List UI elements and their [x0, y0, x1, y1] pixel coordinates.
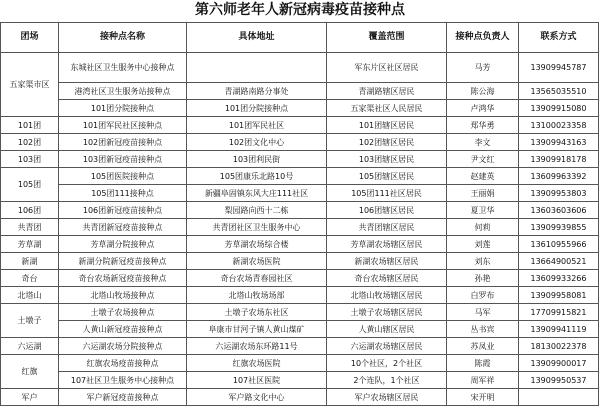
area-cell: 106团辖区居民	[327, 202, 447, 219]
area-cell: 105团辖区居民	[327, 168, 447, 185]
phone-cell: 13603603606	[519, 202, 599, 219]
group-label: 新湖	[1, 253, 59, 270]
manager-cell: 宋开明	[447, 389, 519, 406]
table-row	[1, 168, 599, 185]
group-label: 芳草湖	[1, 236, 59, 253]
area-cell: 新湖农场辖区居民	[327, 253, 447, 270]
header-unit: 团场	[1, 23, 59, 53]
group-label: 六运湖	[1, 338, 59, 355]
manager-cell: 马芳	[447, 53, 519, 83]
manager-cell: 陈公海	[447, 83, 519, 100]
table-row	[1, 117, 599, 134]
phone-cell: 13909915080	[519, 100, 599, 117]
phone-cell: 13610955966	[519, 236, 599, 253]
area-cell: 奇台农场辖区居民	[327, 270, 447, 287]
site-name-cell: 106团新冠疫苗接种点	[59, 202, 187, 219]
site-name-cell: 103团新冠疫苗接种点	[59, 151, 187, 168]
site-name-cell: 101团军民社区接种点	[59, 117, 187, 134]
site-name-cell: 102团新冠疫苗接种点	[59, 134, 187, 151]
phone-cell: 13909941119	[519, 321, 599, 338]
site-name-cell: 六运湖农场分院接种点	[59, 338, 187, 355]
address-cell: 新疆阜固镇东风大庄111社区	[187, 185, 327, 202]
phone-cell: 13909958081	[519, 287, 599, 304]
group-label: 103团	[1, 151, 59, 168]
manager-cell: 卢鸿华	[447, 100, 519, 117]
manager-cell: 马军	[447, 304, 519, 321]
header-address: 具体地址	[187, 23, 327, 53]
phone-cell: 13609963392	[519, 168, 599, 185]
address-cell: 红旗农场医院	[187, 355, 327, 372]
site-name-cell: 105团医院接种点	[59, 168, 187, 185]
phone-cell: 13909900017	[519, 355, 599, 372]
table-row	[1, 236, 599, 253]
address-cell: 奇台农场青春园社区	[187, 270, 327, 287]
area-cell: 10个社区，2个社区	[327, 355, 447, 372]
address-cell: 102团文化中心	[187, 134, 327, 151]
table-row	[1, 270, 599, 287]
site-name-cell: 东城社区卫生服务中心接种点	[59, 53, 187, 83]
manager-cell: 刘东	[447, 253, 519, 270]
manager-cell: 刘莲	[447, 236, 519, 253]
phone-cell: 13909950537	[519, 372, 599, 389]
phone-cell: 18130022378	[519, 338, 599, 355]
manager-cell: 孙艳	[447, 270, 519, 287]
phone-cell	[519, 389, 599, 406]
area-cell: 军东片区社区居民	[327, 53, 447, 83]
phone-cell: 13609933266	[519, 270, 599, 287]
site-name-cell: 共青团新冠疫苗接种点	[59, 219, 187, 236]
manager-cell: 丛书宾	[447, 321, 519, 338]
manager-cell: 苏凤业	[447, 338, 519, 355]
site-name-cell: 芳草湖分院接种点	[59, 236, 187, 253]
address-cell: 新湖农场医院	[187, 253, 327, 270]
address-cell: 103团利民街	[187, 151, 327, 168]
group-label: 共青团	[1, 219, 59, 236]
phone-cell: 13909943163	[519, 134, 599, 151]
group-label: 106团	[1, 202, 59, 219]
site-name-cell: 土墩子农场接种点	[59, 304, 187, 321]
address-cell: 105团康乐北路10号	[187, 168, 327, 185]
table-row	[1, 151, 599, 168]
site-name-cell: 港湾社区卫生服务站接种点	[59, 83, 187, 100]
phone-cell: 13909953803	[519, 185, 599, 202]
table-header-row	[1, 23, 599, 53]
address-cell: 芳草湖农场综合楼	[187, 236, 327, 253]
table-row	[1, 134, 599, 151]
manager-cell: 周军祥	[447, 372, 519, 389]
site-name-cell: 人黄山新冠疫苗接种点	[59, 321, 187, 338]
area-cell: 军户农场辖区居民	[327, 389, 447, 406]
area-cell: 102团辖区居民	[327, 134, 447, 151]
table-row	[1, 219, 599, 236]
area-cell: 五家渠社区人民居民	[327, 100, 447, 117]
table-row	[1, 304, 599, 321]
table-row	[1, 321, 599, 338]
site-name-cell: 军户新冠疫苗接种点	[59, 389, 187, 406]
group-label: 土墩子	[1, 304, 59, 338]
group-label: 101团	[1, 117, 59, 134]
address-cell: 六运湖农场东环路11号	[187, 338, 327, 355]
header-manager: 接种点负责人	[447, 23, 519, 53]
site-name-cell: 新湖分院新冠疫苗接种点	[59, 253, 187, 270]
site-name-cell: 101团分院接种点	[59, 100, 187, 117]
table-row	[1, 185, 599, 202]
table-row	[1, 83, 599, 100]
phone-cell: 13565035510	[519, 83, 599, 100]
address-cell	[187, 53, 327, 83]
area-cell: 103团辖区居民	[327, 151, 447, 168]
table-row	[1, 253, 599, 270]
address-cell: 军户路文化中心	[187, 389, 327, 406]
manager-cell: 夏卫华	[447, 202, 519, 219]
area-cell: 共青团辖区居民	[327, 219, 447, 236]
address-cell: 107社区医院	[187, 372, 327, 389]
address-cell: 共青团社区卫生服务中心	[187, 219, 327, 236]
address-cell: 北塔山牧场场部	[187, 287, 327, 304]
phone-cell: 13100023358	[519, 117, 599, 134]
phone-cell: 13909918178	[519, 151, 599, 168]
area-cell: 北塔山牧场辖区居民	[327, 287, 447, 304]
site-name-cell: 北塔山牧场接种点	[59, 287, 187, 304]
manager-cell: 李文	[447, 134, 519, 151]
address-cell: 101团军民社区	[187, 117, 327, 134]
manager-cell: 王丽娟	[447, 185, 519, 202]
address-cell: 梨园路向西十二栋	[187, 202, 327, 219]
table-row	[1, 355, 599, 372]
table-row	[1, 389, 599, 406]
area-cell: 芳草湖农场辖区居民	[327, 236, 447, 253]
site-name-cell: 107社区卫生服务中心接种点	[59, 372, 187, 389]
site-name-cell: 105团111接种点	[59, 185, 187, 202]
area-cell: 101团辖区居民	[327, 117, 447, 134]
phone-cell: 13909939855	[519, 219, 599, 236]
group-label: 102团	[1, 134, 59, 151]
table-row	[1, 202, 599, 219]
address-cell: 101团分院接种点	[187, 100, 327, 117]
table-row	[1, 287, 599, 304]
header-coverage-area: 覆盖范围	[327, 23, 447, 53]
header-site-name: 接种点名称	[59, 23, 187, 53]
table-row	[1, 372, 599, 389]
area-cell: 人黄山辖区居民	[327, 321, 447, 338]
area-cell: 六运湖农场辖区居民	[327, 338, 447, 355]
table-row	[1, 100, 599, 117]
group-label: 奇台	[1, 270, 59, 287]
address-cell: 土墩子农场东社区	[187, 304, 327, 321]
site-name-cell: 红旗农场疫苗接种点	[59, 355, 187, 372]
manager-cell: 郑华勇	[447, 117, 519, 134]
address-cell: 青湖路南路分事处	[187, 83, 327, 100]
group-label: 军户	[1, 389, 59, 406]
phone-cell: 13664900521	[519, 253, 599, 270]
site-name-cell: 奇台农场新冠疫苗接种点	[59, 270, 187, 287]
group-label: 五家渠市区	[1, 53, 59, 117]
manager-cell: 白罗布	[447, 287, 519, 304]
manager-cell: 尹文红	[447, 151, 519, 168]
group-label: 105团	[1, 168, 59, 202]
vaccination-site-table	[0, 22, 599, 406]
address-cell: 阜康市甘河子镇人黄山煤矿	[187, 321, 327, 338]
manager-cell: 何莉	[447, 219, 519, 236]
phone-cell: 13909945787	[519, 53, 599, 83]
area-cell: 2个连队，1个社区	[327, 372, 447, 389]
manager-cell: 赵建英	[447, 168, 519, 185]
phone-cell: 17709915821	[519, 304, 599, 321]
manager-cell: 陈霞	[447, 355, 519, 372]
table-row	[1, 338, 599, 355]
area-cell: 105团111社区居民	[327, 185, 447, 202]
header-phone: 联系方式	[519, 23, 599, 53]
area-cell: 土墩子农场辖区居民	[327, 304, 447, 321]
group-label: 红旗	[1, 355, 59, 389]
group-label: 北塔山	[1, 287, 59, 304]
table-row	[1, 53, 599, 83]
page-title: 第六师老年人新冠病毒疫苗接种点	[195, 2, 405, 18]
area-cell: 青湖路辖区居民	[327, 83, 447, 100]
